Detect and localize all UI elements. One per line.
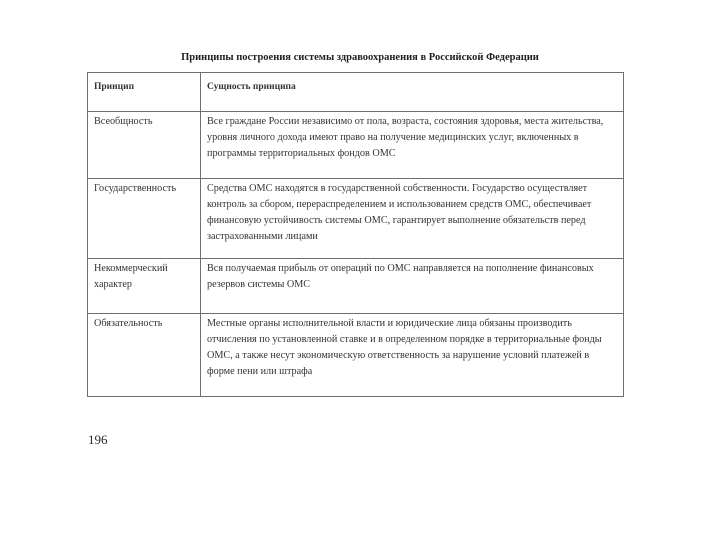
principle-cell: Всеобщность	[88, 112, 201, 179]
essence-cell: Вся получаемая прибыль от операций по ОМС направляется на пополнение финансовых резервов системы ОМС	[201, 259, 624, 314]
table-row	[88, 112, 624, 179]
document-title: Принципы построения системы здравоохранения в Российской Федерации	[181, 52, 539, 63]
principle-cell: Некоммерческий характер	[88, 259, 201, 314]
table-row	[88, 314, 624, 397]
principle-cell: Государственность	[88, 179, 201, 259]
principles-table	[87, 72, 624, 397]
table-header-row	[88, 73, 624, 112]
essence-cell: Все граждане России независимо от пола, возраста, состояния здоровья, места жительства, уровня личного дохода имеют право на получение медицинских услуг, включенных в программы территориальных фондов ОМС	[201, 112, 624, 179]
column-header-principle: Принцип	[88, 73, 201, 112]
page-number: 196	[88, 432, 108, 447]
table-row	[88, 179, 624, 259]
essence-cell: Местные органы исполнительной власти и юридические лица обязаны производить отчисления по установленной ставке и в определенном порядке в территориальные фонды ОМС, а также несут экономическую ответственность за нарушение условий платежей в форме пени или штрафа	[201, 314, 624, 397]
essence-cell: Средства ОМС находятся в государственной собственности. Государство осуществляет контроль за сбором, перераспределением и использованием средств ОМС, обеспечивает финансовую устойчивость системы ОМС, гарантирует выполнение обязательств перед застрахованными лицами	[201, 179, 624, 259]
column-header-essence: Сущность принципа	[201, 73, 624, 112]
table-row	[88, 259, 624, 314]
principle-cell: Обязательность	[88, 314, 201, 397]
